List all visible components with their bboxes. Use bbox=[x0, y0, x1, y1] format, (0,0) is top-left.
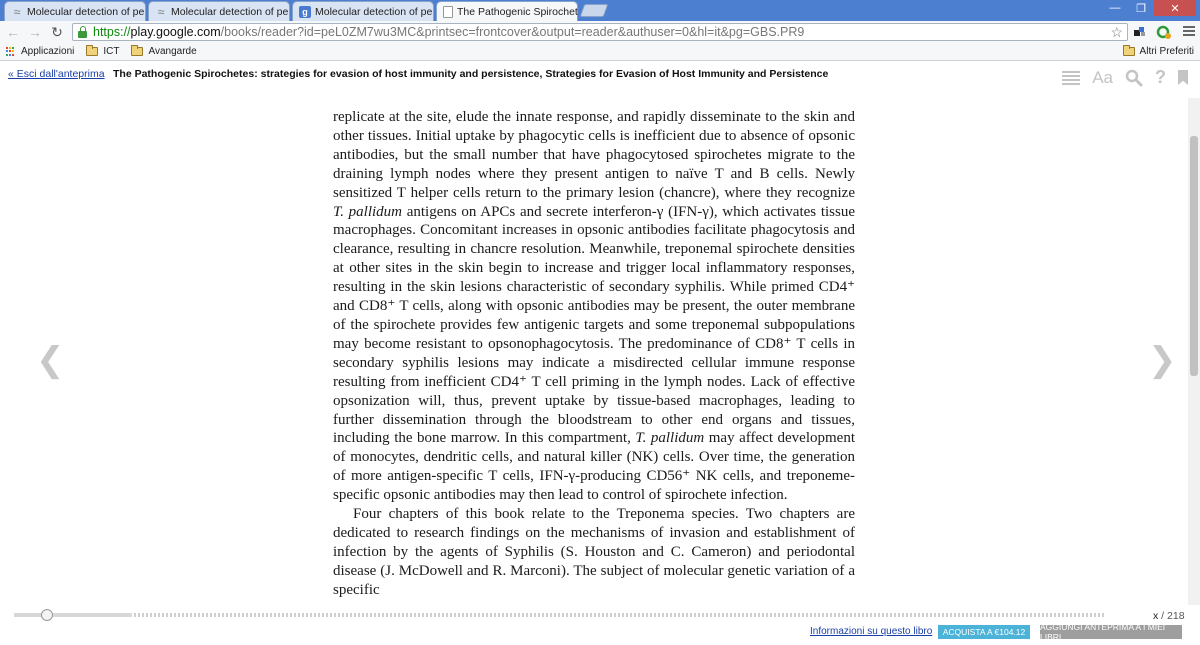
tab-title: The Pathogenic Spirochet bbox=[457, 5, 578, 18]
bookmark-star-icon[interactable]: ☆ bbox=[1110, 24, 1123, 40]
book-info-link[interactable]: Informazioni su questo libro bbox=[810, 626, 933, 637]
folder-icon bbox=[131, 47, 143, 56]
url-path: /books/reader?id=peL0ZM7wu3MC&printsec=frontcover&output=reader&authuser=0&hl=it&pg=GBS.PR9 bbox=[220, 25, 805, 39]
apps-grid-icon bbox=[6, 47, 16, 57]
spirochete-favicon-icon: ≈ bbox=[157, 4, 165, 19]
table-of-contents-icon[interactable] bbox=[1062, 71, 1080, 85]
next-page-icon[interactable]: ❯ bbox=[1148, 340, 1177, 380]
bookmark-ribbon-icon[interactable] bbox=[1178, 70, 1188, 85]
page-slider-handle[interactable] bbox=[41, 609, 53, 621]
extension-squares-icon[interactable] bbox=[1132, 24, 1148, 40]
spirochete-favicon-icon: ≈ bbox=[13, 4, 21, 19]
bookmark-label: Avangarde bbox=[148, 46, 197, 57]
extension-green-icon[interactable] bbox=[1156, 24, 1172, 40]
total-pages: 218 bbox=[1167, 610, 1185, 622]
minimize-icon[interactable]: — bbox=[1109, 2, 1121, 14]
folder-icon bbox=[86, 47, 98, 56]
page-slider-track[interactable] bbox=[14, 613, 1104, 617]
book-page-text bbox=[333, 108, 855, 598]
menu-icon[interactable] bbox=[1182, 24, 1196, 38]
bookmark-label: ICT bbox=[103, 46, 120, 57]
bookmark-folder-other[interactable] bbox=[1123, 46, 1194, 57]
bookmark-applicazioni[interactable] bbox=[6, 46, 74, 57]
current-page: x bbox=[1153, 610, 1159, 622]
tab-pathogenic-spirochetes[interactable] bbox=[436, 1, 578, 21]
tab-molecular-detection-3[interactable] bbox=[292, 1, 434, 21]
google-favicon-icon: g bbox=[299, 6, 311, 18]
buy-button[interactable]: ACQUISTA A €104.12 bbox=[938, 625, 1030, 639]
bookmark-label: Altri Preferiti bbox=[1139, 46, 1194, 57]
new-tab-button[interactable] bbox=[580, 4, 609, 17]
reload-icon[interactable]: ↻ bbox=[51, 23, 63, 40]
lock-icon bbox=[77, 26, 88, 38]
previous-page-icon[interactable]: ❮ bbox=[36, 340, 65, 380]
paragraph-1: replicate at the site, elude the innate response, and rapidly disseminate to the skin and other tissues. Initial uptake by phagocytic cells is inefficient due to absence of opsonic antibodies, but the small number that have phagocytosed spirochetes migrate to the draining lymph nodes where they present antigen to naïve T and B cells. Newly sensitized T helper cells return to the primary lesion (chancre), where they recognize T. pallidum antigens on APCs and secrete interferon-γ (IFN-γ), which activates tissue macrophages. Concomitant increases in opsonic antibodies facilitate phagocytosis and clearance, resulting in chancre resolution. Meanwhile, treponemal spirochete densities at other sites in the skin begin to increase and trigger local inflammatory responses, resulting in the skin lesions characteristic of secondary syphilis. While primed CD4⁺ and CD8⁺ T cells, along with opsonic antibodies may be present, the outer membrane of the spirochete provides few antigenic targets and some treponemal subpopulations may become resistant to opsonophagocytosis. The predominance of CD8⁺ T cells in secondary syphilis lesions may indicate a misdirected cellular immune response resulting from inefficient CD4⁺ T cell priming in the lymph nodes. Lack of effective opsonization will, thus, prevent uptake by tissue-based macrophages, leading to further dissemination through the bloodstream to other end organs and tissues, including the bone marrow. In this compartment, T. pallidum may affect development of monocytes, dendritic cells, and natural killer (NK) cells. Over time, the generation of more antigen-specific T cells, IFN-γ-producing CD56⁺ NK cells, and treponeme-specific opsonic antibodies may then lead to control of spirochete infection. bbox=[333, 109, 855, 504]
window-controls bbox=[1102, 0, 1196, 16]
reader-header bbox=[0, 62, 1200, 88]
url-scheme: https:// bbox=[93, 25, 131, 39]
reader-tools bbox=[1050, 67, 1188, 88]
scrollbar-thumb[interactable] bbox=[1190, 136, 1198, 376]
bookmarks-bar bbox=[0, 43, 1200, 61]
tab-title: Molecular detection of pe bbox=[171, 5, 289, 18]
paragraph-2: Four chapters of this book relate to the Treponema species. Two chapters are dedicated to research findings on the mechanisms of invasion and establishment of infection by the agents of Syphilis (S. Houston and C. Cameron) and periodontal disease (J. McDowell and R. Marconi). The subject of molecular genetic variation of a specific bbox=[333, 506, 855, 598]
folder-icon bbox=[1123, 47, 1135, 56]
book-title: The Pathogenic Spirochetes: strategies for evasion of host immunity and persistence, Strategies for Evasion of Host Immunity and Persistence bbox=[113, 68, 829, 80]
search-icon[interactable] bbox=[1125, 69, 1143, 87]
url-host: play.google.com bbox=[130, 25, 221, 39]
exit-preview-link[interactable]: « Esci dall'anteprima bbox=[8, 68, 105, 80]
address-bar[interactable] bbox=[72, 23, 1128, 41]
tab-title: Molecular detection of pe bbox=[27, 5, 145, 18]
forward-arrow-icon[interactable]: → bbox=[28, 24, 42, 40]
bookmark-folder-avangarde[interactable] bbox=[131, 46, 196, 57]
add-to-library-button[interactable]: AGGIUNGI ANTEPRIMA A I MIEI LIBRI bbox=[1040, 625, 1182, 639]
back-arrow-icon[interactable]: ← bbox=[6, 24, 20, 40]
tab-strip bbox=[0, 0, 1200, 21]
page-counter: x / 218 bbox=[1153, 610, 1185, 622]
document-favicon-icon bbox=[443, 6, 453, 18]
bookmark-label: Applicazioni bbox=[21, 46, 75, 57]
help-icon[interactable]: ? bbox=[1155, 67, 1166, 87]
bookmark-folder-ict[interactable] bbox=[86, 46, 119, 57]
vertical-scrollbar[interactable] bbox=[1188, 98, 1200, 605]
tab-molecular-detection-2[interactable] bbox=[148, 1, 290, 21]
browser-toolbar bbox=[0, 21, 1200, 43]
tab-title: Molecular detection of pe bbox=[315, 5, 433, 18]
restore-icon[interactable]: ❐ bbox=[1136, 2, 1146, 15]
text-size-icon[interactable]: Aa bbox=[1092, 67, 1113, 87]
page-slider-fill bbox=[14, 613, 132, 617]
tab-molecular-detection-1[interactable] bbox=[4, 1, 146, 21]
window-close-icon[interactable]: ✕ bbox=[1154, 0, 1196, 16]
